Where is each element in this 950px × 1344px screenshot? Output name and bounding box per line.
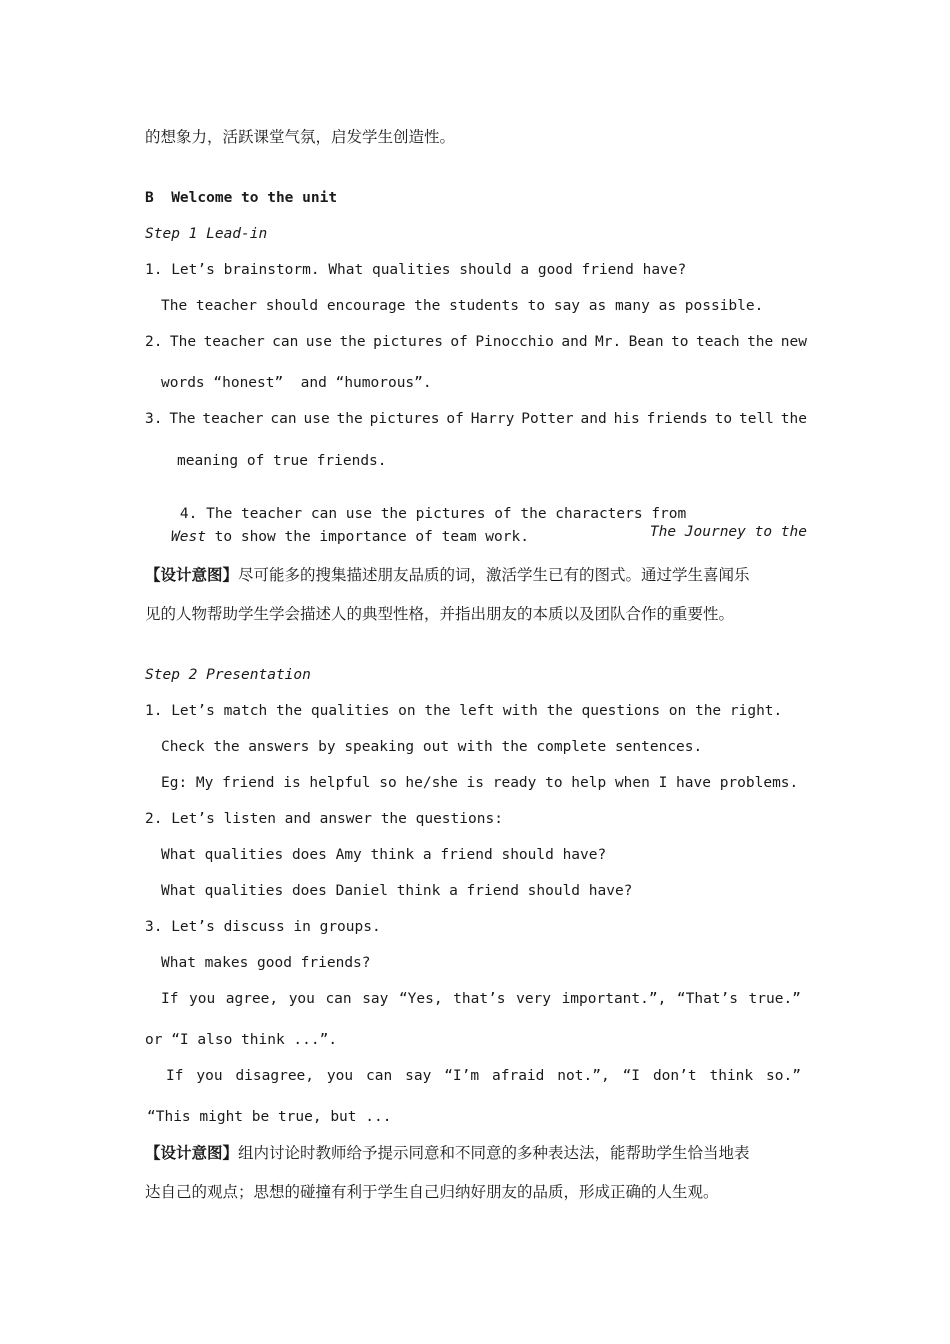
word: true.” — [748, 991, 801, 1007]
word: think — [709, 1068, 754, 1084]
word: to — [714, 411, 733, 427]
word: you — [189, 991, 216, 1007]
step1-item3-line2: meaning of true friends. — [177, 453, 387, 469]
word: “I — [622, 1068, 641, 1084]
section-b-heading: B Welcome to the unit — [145, 190, 338, 206]
word: say — [362, 991, 389, 1007]
word: can — [270, 411, 297, 427]
step2-disagree-line2: “This might be true, but ... — [147, 1109, 392, 1125]
step1-item1: 1. Let’s brainstorm. What qualities should a good friend have? — [145, 262, 687, 278]
word: The — [169, 334, 197, 350]
word: can — [272, 334, 299, 350]
word: don’t — [652, 1068, 697, 1084]
word: pictures — [373, 334, 443, 350]
word: 3. — [145, 411, 163, 427]
step2-item1: 1. Let’s match the qualities on the left with the questions on the right. — [145, 703, 783, 719]
word: use — [303, 411, 330, 427]
step2-design-line1 — [145, 1144, 750, 1162]
word: If — [161, 991, 179, 1007]
design-intent-text: 组内讨论时教师给予提示同意和不同意的多种表达法，能帮助学生恰当地表 — [238, 1144, 750, 1162]
step2-item2-question2: What qualities does Daniel think a friend should have? — [161, 883, 633, 899]
step1-item4-line1 — [145, 487, 807, 559]
word: of — [446, 411, 464, 427]
word: so.” — [766, 1068, 801, 1084]
step1-item4-text: 4. The teacher can use the pictures of the characters from — [179, 506, 687, 522]
word: not.”, — [557, 1068, 610, 1084]
step2-item3: 3. Let’s discuss in groups. — [145, 919, 381, 935]
word: The — [169, 411, 196, 427]
word: pictures — [369, 411, 440, 427]
step2-design-line2: 达自己的观点；思想的碰撞有利于学生自己归纳好朋友的品质，形成正确的人生观。 — [145, 1183, 719, 1201]
word: friends — [646, 411, 708, 427]
word: afraid — [492, 1068, 545, 1084]
word: can — [366, 1068, 393, 1084]
step1-item4-rest: to show the importance of team work. — [205, 529, 529, 545]
word: Bean — [628, 334, 664, 350]
step2-disagree-line1 — [166, 1067, 801, 1085]
word: “I’m — [444, 1068, 480, 1084]
word: agree, — [225, 991, 279, 1007]
step1-item2-line2: words “honest” and “humorous”. — [161, 375, 432, 391]
design-intent-label: 【设计意图】 — [145, 566, 239, 584]
word: and — [561, 334, 588, 350]
word: his — [613, 411, 640, 427]
step2-item1-example: Eg: My friend is helpful so he/she is ready to help when I have problems. — [161, 775, 799, 791]
word: “That’s — [676, 991, 738, 1007]
step1-item4-line2 — [171, 528, 529, 546]
design-intent-label: 【设计意图】 — [145, 1144, 239, 1162]
design-intent-text: 尽可能多的搜集描述朋友品质的词，激活学生已有的图式。通过学生喜闻乐 — [238, 566, 750, 584]
word: the — [336, 411, 363, 427]
step1-item4-book-title-end: West — [171, 529, 206, 545]
word: Mr. — [595, 334, 622, 350]
word: very — [516, 991, 552, 1007]
word: important.”, — [561, 991, 667, 1007]
word: you — [196, 1068, 223, 1084]
word: Pinocchio — [475, 334, 554, 350]
word: and — [580, 411, 607, 427]
step1-title: Step 1 Lead-in — [145, 226, 268, 242]
step1-item1-note: The teacher should encourage the students to say as many as possible. — [161, 298, 764, 314]
step1-item2-line1 — [145, 333, 807, 351]
word: Harry — [470, 411, 515, 427]
step1-item3-line1 — [145, 410, 807, 428]
step2-agree-line1 — [161, 990, 801, 1008]
word: 2. — [145, 334, 163, 350]
step2-item2: 2. Let’s listen and answer the questions: — [145, 811, 503, 827]
step2-item3-question: What makes good friends? — [161, 955, 371, 971]
word: Potter — [521, 411, 574, 427]
word: that’s — [453, 991, 506, 1007]
word: teach — [695, 334, 740, 350]
word: new — [780, 334, 807, 350]
word: the — [747, 334, 774, 350]
step1-design-line1 — [145, 566, 750, 584]
word: the — [339, 334, 366, 350]
step2-agree-line2: or “I also think ...”. — [145, 1032, 338, 1048]
word: teacher — [203, 334, 265, 350]
word: to — [671, 334, 689, 350]
word: of — [450, 334, 468, 350]
step1-item4-book-title: The Journey to the — [649, 524, 807, 540]
word: you — [288, 991, 315, 1007]
word: “Yes, — [398, 991, 443, 1007]
word: disagree, — [235, 1068, 315, 1084]
word: If — [166, 1068, 184, 1084]
word: the — [780, 411, 807, 427]
step2-item1-note: Check the answers by speaking out with the complete sentences. — [161, 739, 703, 755]
word: tell — [738, 411, 774, 427]
step2-title: Step 2 Presentation — [145, 667, 311, 683]
word: you — [326, 1068, 354, 1084]
word: teacher — [202, 411, 264, 427]
step2-item2-question1: What qualities does Amy think a friend should have? — [161, 847, 607, 863]
intro-line: 的想象力，活跃课堂气氛，启发学生创造性。 — [145, 128, 456, 146]
word: say — [405, 1068, 432, 1084]
step1-design-line2: 见的人物帮助学生学会描述人的典型性格，并指出朋友的本质以及团队合作的重要性。 — [145, 605, 735, 623]
word: use — [305, 334, 332, 350]
word: can — [325, 991, 352, 1007]
